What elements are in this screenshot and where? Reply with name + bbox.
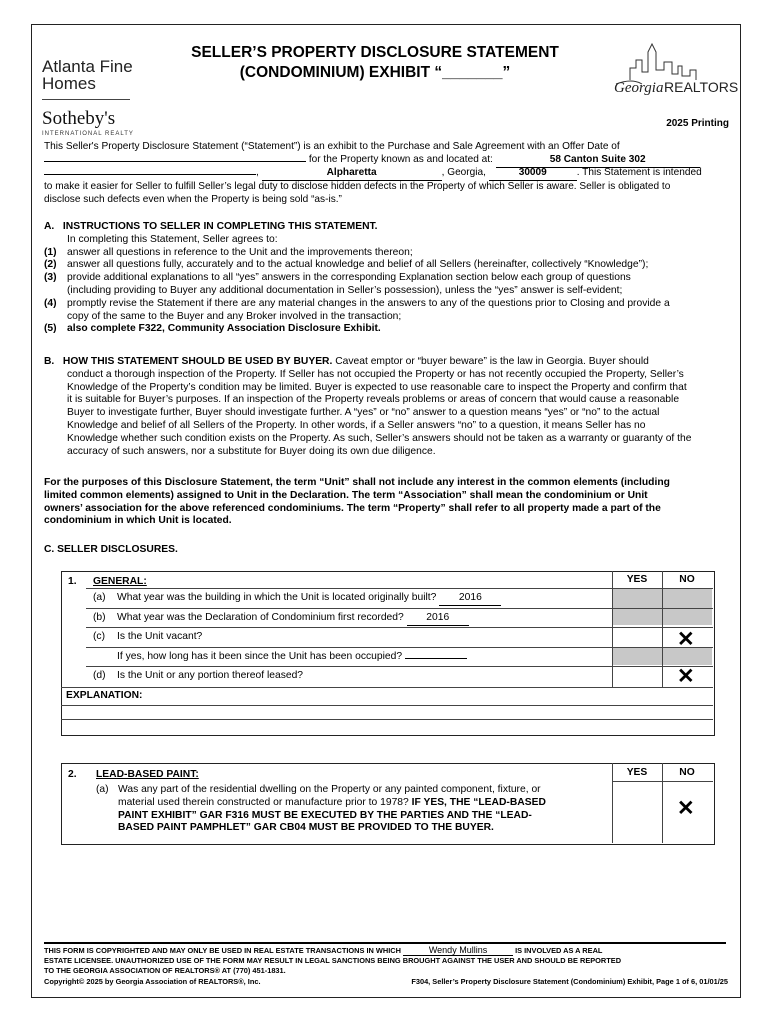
intro-line-4: to make it easier for Seller to fulfill Seller’s legal duty to disclose hidden defects in the Property of which Seller is aware. Seller is obligated to [44,181,671,192]
lead-question-line-2: material used therein constructed or manufacture prior to 1978? [118,796,409,808]
row-divider [86,647,713,648]
definitions-line: condominium in which Unit is located. [44,515,232,527]
sothebys-subtitle: INTERNATIONAL REALTY [42,131,134,137]
sothebys-logo: Sotheby's [42,108,116,129]
intro-line-3-post: . This Statement is intended [576,167,702,178]
intro-line-2-text: for the Property known as and located at: [308,154,493,165]
section-b-first-line: Caveat emptor or “buyer beware” is the law in Georgia. Buyer should [332,356,649,367]
lead-question-bold-inline: IF YES, THE “LEAD-BASED [408,796,546,808]
instruction-item [44,247,728,260]
general-heading: GENERAL: [93,576,147,587]
instruction-text: copy of the same to the Buyer and any Broker involved in the transaction; [67,310,402,322]
lead-question [118,784,608,835]
brand-divider [42,99,130,100]
definitions-line: owners’ association for the above referenced condominiums. The term “Property” shall refer to all property made a part of the [44,502,661,514]
instruction-item [44,298,728,311]
row-divider [86,608,713,609]
vacant-no-checkmark[interactable]: ✕ [677,628,695,651]
instruction-number: (1) [44,246,57,258]
instruction-item [44,323,728,336]
question-text: If yes, how long has it been since the Unit has been occupied? [117,651,403,662]
instruction-text: answer all questions in reference to the Unit and the improvements thereon; [67,246,413,258]
lead-no-header: NO [679,767,695,778]
general-question-row [93,670,608,683]
question-label: (b) [93,612,106,623]
instruction-text: answer all questions fully, accurately and to the actual knowledge and belief of all Sellers (hereinafter, collectively “Knowledge”); [67,259,649,271]
section-b-line: it is suitable for Buyer’s purposes. If an inspection of the Property reveals problems or areas of concern that would cause a reasonable [67,394,680,406]
section-b-heading: HOW THIS STATEMENT SHOULD BE USED BY BUYER. [62,356,333,367]
realtors-logo-text-2: REALTORS [664,79,739,95]
footer-line-1-post: IS INVOLVED AS A REAL [515,946,603,955]
realtors-logo-text: Georgia [614,80,664,96]
licensee-name: Wendy Mullins [403,945,513,956]
instruction-item [44,285,728,298]
section-b-line: accuracy of such answers, nor a substitute for Buyer doing its own due diligence. [67,445,436,457]
lead-no-checkmark[interactable]: ✕ [677,797,695,820]
brand-line-1: Atlanta Fine [42,57,133,76]
section-a [44,221,728,336]
title-line-1: SELLER’S PROPERTY DISCLOSURE STATEMENT [191,44,559,61]
section-a-letter: A. [44,221,55,232]
definitions-line: For the purposes of this Disclosure Statement, the term “Unit” shall not include any interest in the common elements (including [44,477,670,488]
question-text: What year was the building in which the Unit is located originally built? [117,592,437,603]
row-divider [61,687,713,688]
section-a-items [44,247,728,337]
copyright: Copyright© 2025 by Georgia Association of REALTORS®, Inc. [44,977,261,986]
footer-line-2: ESTATE LICENSEE. UNAUTHORIZED USE OF THE FORM MAY RESULT IN LEGAL SANCTIONS BEING BROUGHT AGAINST THE USER AND SHOULD BE REPORTED [44,956,622,965]
instruction-item [44,311,728,324]
general-yes-header: YES [626,574,648,585]
leased-no-checkmark[interactable]: ✕ [677,665,695,688]
footer-line-3: TO THE GEORGIA ASSOCIATION OF REALTORS® AT (770) 451-1831. [44,966,286,975]
question-text: Is the Unit vacant? [117,631,203,642]
section-b-line: Knowledge and belief of all Sellers of the Property. In other words, if a Seller answers “no” to a question, it means Seller has no [67,419,646,431]
section-b-line: conduct a thorough inspection of the Property. If Seller has not occupied the Property or has not recently occupied the Property, Seller’s [67,368,684,380]
georgia-realtors-logo [612,40,740,102]
lead-number: 2. [68,769,77,780]
instruction-text: (including providing to Buyer any additional documentation in Seller’s possession), unless the “yes” answer is self-evident; [67,284,623,296]
instruction-item [44,272,728,285]
lead-heading: LEAD-BASED PAINT: [96,769,199,780]
page-title [150,43,600,83]
row-divider [86,666,713,667]
lead-yes-header: YES [626,767,648,778]
intro-line-5: disclose such defects even when the Property is being sold “as-is.” [44,194,342,205]
instruction-number: (5) [44,323,57,335]
intro-line-3: , Alpharetta , Georgia, 30009 . This Statement is intended [44,167,728,181]
definitions-paragraph [44,477,728,528]
instruction-text: provide additional explanations to all “yes” answers in the corresponding Explanation section below each group of questions [67,272,631,284]
section-b-body [44,369,732,459]
section-a-lead: In completing this Statement, Seller agrees to: [67,233,278,245]
instruction-text: promptly revise the Statement if there are any material changes in the answers to any of the questions prior to Closing and provide a [67,297,670,309]
footer-line-1-pre: THIS FORM IS COPYRIGHTED AND MAY ONLY BE USED IN REAL ESTATE TRANSACTIONS IN WHICH [44,946,401,955]
offer-date-field[interactable] [44,161,306,162]
row-divider [86,588,713,589]
lead-question-label: (a) [96,784,109,795]
section-c-heading: C. SELLER DISCLOSURES. [44,544,178,555]
general-question-row [93,631,608,644]
lead-question-bold-2: BASED PAINT PAMPHLET” GAR CB04 MUST BE PROVIDED TO THE BUYER. [118,822,494,834]
lead-header-divider [612,781,713,782]
lead-question-line-1: Was any part of the residential dwelling on the Property or any painted component, fixture, or [118,784,541,795]
intro-line-1: This Seller's Property Disclosure Statement (“Statement”) is an exhibit to the Purchase and Sale Agreement with an Offer Date of [44,141,620,152]
instruction-number: (2) [44,259,57,271]
footer-line-1 [44,945,728,956]
intro-line-2 [44,154,728,168]
section-b-line: Knowledge of the Property’s condition may be limited. Buyer is expected to use reasonable care to inspect the Property and confirm that [67,381,687,393]
section-b-line: Knowledge whether such condition exists on the Property. As such, Seller’s answers should not be taken as a warranty or guaranty of the [67,432,692,444]
state-label: , Georgia, [441,167,486,178]
instruction-text: also complete F322, Community Association Disclosure Exhibit. [67,323,381,335]
instruction-number: (3) [44,272,57,284]
explanation-label: EXPLANATION: [66,690,143,701]
section-b-letter: B. [44,356,55,367]
instruction-item [44,259,728,272]
general-no-header: NO [679,574,695,585]
general-number: 1. [68,576,77,587]
section-b-line: Buyer to investigate further, Buyer should investigate further. A “yes” or “no” answer to a question means “yes” or “no” to the actual [67,407,660,419]
printing-year: 2025 Printing [666,118,729,129]
city-field[interactable]: Alpharetta [262,167,442,181]
title-line-2: (CONDOMINIUM) EXHIBIT “_______” [239,64,511,81]
question-answer-field[interactable] [405,658,467,659]
general-question-row [93,612,608,626]
lead-question-bold-1: PAINT EXHIBIT” GAR F316 MUST BE EXECUTED BY THE PARTIES AND THE “LEAD- [118,809,532,821]
general-question-row [93,651,608,664]
question-answer-field[interactable]: 2016 [407,612,469,626]
explanation-field-2[interactable] [62,720,712,733]
form-id: F304, Seller’s Property Disclosure Statement (Condominium) Exhibit, Page 1 of 6, 01/01/25 [411,977,728,986]
general-question-row [93,592,608,606]
question-label: (d) [93,670,106,681]
question-answer-field[interactable]: 2016 [439,592,501,606]
row-divider [86,627,713,628]
explanation-field-1[interactable] [62,706,712,718]
brand-line-2: Homes [42,74,96,93]
footer-divider [44,942,726,944]
property-address-field[interactable]: 58 Canton Suite 302 [496,154,700,168]
unit-field[interactable] [44,174,256,175]
definitions-line: limited common elements) assigned to Unit in the Declaration. The term “Association” shall mean the condominium or Unit [44,489,648,501]
question-label: (a) [93,592,106,603]
zip-field[interactable]: 30009 [489,167,577,181]
brand-logo [42,58,133,92]
question-text: What year was the Declaration of Condominium first recorded? [117,612,404,623]
question-label: (c) [93,631,106,642]
section-a-heading: INSTRUCTIONS TO SELLER IN COMPLETING THIS STATEMENT. [62,221,378,232]
section-b [44,356,732,458]
question-text: Is the Unit or any portion thereof leased? [117,670,304,681]
instruction-number: (4) [44,297,57,309]
